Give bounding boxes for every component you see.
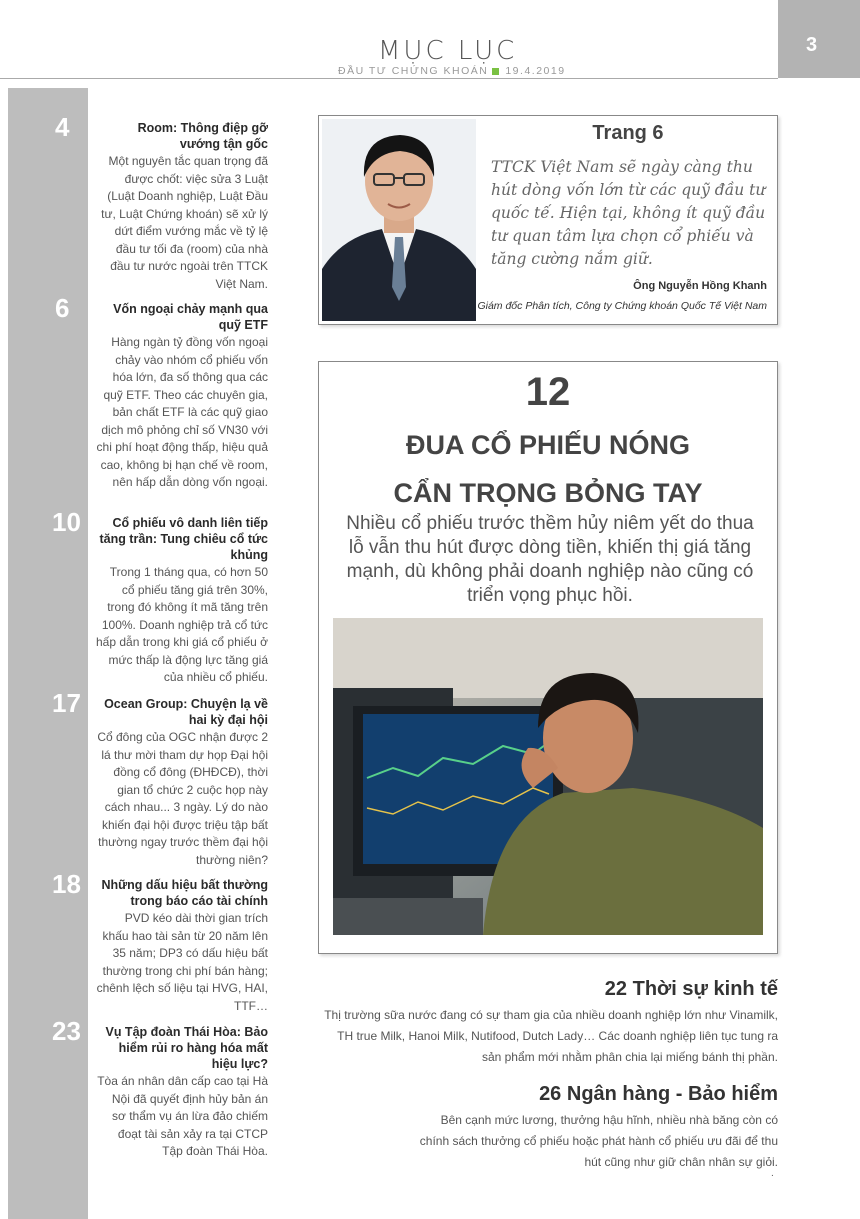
quote-author-role: Giám đốc Phân tích, Công ty Chứng khoán Quốc Tế Việt Nam bbox=[477, 300, 767, 312]
page-number: 3 bbox=[806, 34, 818, 56]
section-page-number: 26 bbox=[539, 1083, 562, 1105]
toc-page-number: 4 bbox=[55, 112, 70, 142]
toc-title[interactable]: Vốn ngoại chảy mạnh qua quỹ ETF bbox=[113, 302, 268, 332]
toc-title[interactable]: Ocean Group: Chuyện lạ về hai kỳ đại hội bbox=[104, 697, 268, 727]
toc-page-number: 18 bbox=[52, 869, 81, 899]
toc-entry[interactable] bbox=[0, 293, 268, 492]
toc-title[interactable]: Cổ phiếu vô danh liên tiếp tăng trần: Tung chiêu cổ tức khủng bbox=[99, 516, 268, 562]
header-divider bbox=[0, 78, 778, 79]
green-square-icon bbox=[492, 68, 499, 75]
page-title: MỤC LỤC bbox=[378, 36, 518, 66]
feature-headline-line-2[interactable]: CẨN TRỌNG BỎNG TAY bbox=[393, 478, 703, 508]
section-summary: Thị trường sữa nước đang có sự tham gia của nhiều doanh nghiệp lớn như Vinamilk, TH true Milk, Hanoi Milk, Nutifood, Dutch Lady… Các doanh nghiệp liên tục tung ra sản phẩm mới nhằm phân chia lại miếng bánh thị phần. bbox=[324, 1008, 778, 1064]
footer-dot: . bbox=[771, 1168, 774, 1179]
toc-page-number: 23 bbox=[52, 1016, 81, 1046]
toc-page-number: 10 bbox=[52, 507, 81, 537]
quote-title: Trang 6 bbox=[592, 122, 664, 144]
section-heading[interactable] bbox=[408, 1083, 778, 1106]
feature-headline-line-1[interactable]: ĐUA CỔ PHIẾU NÓNG bbox=[405, 430, 690, 460]
toc-page-number: 17 bbox=[52, 688, 81, 718]
issue-date: 19.4.2019 bbox=[505, 65, 566, 77]
toc-summary: PVD kéo dài thời gian trích khấu hao tài sản từ 20 năm lên 35 năm; DP3 có dấu hiệu bất thường trong chi phí bán hàng; chênh lệch số liệu tại HVG, HAI, TTF… bbox=[96, 911, 268, 1013]
toc-title[interactable]: Những dấu hiệu bất thường trong báo cáo tài chính bbox=[101, 878, 268, 908]
section-summary: Bên cạnh mức lương, thưởng hậu hĩnh, nhiều nhà băng còn có chính sách thưởng cổ phiếu hoặc phát hành cổ phiếu ưu đãi để thu hút cũng như giữ chân nhân sự giỏi. bbox=[419, 1113, 778, 1169]
section-heading[interactable] bbox=[318, 978, 778, 1001]
quote-text: TTCK Việt Nam sẽ ngày càng thu hút dòng vốn lớn từ các quỹ đầu tư quốc tế. Hiện tại, không ít quỹ đầu tư quan tâm lựa chọn cổ phiếu và tăng cường nắm giữ. bbox=[491, 158, 766, 268]
toc-title[interactable]: Room: Thông điệp gỡ vướng tận gốc bbox=[137, 121, 268, 151]
toc-summary: Cổ đông của OGC nhận được 2 lá thư mời tham dự họp Đại hội đồng cổ đông (ĐHĐCĐ), thời gian tổ chức 2 cuộc họp này cách nhau... 3 ngày. Lý do nào khiến đại hội được triệu tập bất thường ngay trước thềm đại hội thường niên? bbox=[97, 730, 268, 867]
toc-entry[interactable] bbox=[0, 688, 268, 869]
toc-entry[interactable] bbox=[0, 1016, 268, 1161]
magazine-subtitle bbox=[338, 65, 566, 77]
toc-summary: Tòa án nhân dân cấp cao tại Hà Nội đã quyết định hủy bản án sơ thẩm vụ án lừa đảo chiếm đoạt tài sản xảy ra tại CTCP Tập đoàn Thái Hòa. bbox=[97, 1074, 268, 1158]
feature-page-number: 12 bbox=[525, 370, 571, 414]
toc-title[interactable]: Vụ Tập đoàn Thái Hòa: Bảo hiểm rủi ro hàng hóa mất hiệu lực? bbox=[105, 1025, 268, 1071]
section-banking[interactable] bbox=[408, 1083, 778, 1173]
page-number-box bbox=[778, 0, 860, 78]
section-title: Ngân hàng - Bảo hiểm bbox=[566, 1083, 778, 1105]
section-title: Thời sự kinh tế bbox=[632, 978, 778, 1000]
toc-page-number: 6 bbox=[55, 293, 70, 323]
section-economy[interactable] bbox=[318, 978, 778, 1068]
portrait-photo bbox=[322, 119, 476, 321]
toc-summary: Một nguyên tắc quan trọng đã được chốt: việc sửa 3 Luật (Luật Doanh nghiệp, Luật Đầu tư, Luật Chứng khoán) sẽ xử lý dứt điểm vướng mắc về tỷ lệ đầu tư tối đa (room) của nhà đầu tư nước ngoài trên TTCK Việt Nam. bbox=[101, 154, 268, 291]
magazine-name: ĐẦU TƯ CHỨNG KHOÁN bbox=[338, 65, 489, 77]
feature-lead: Nhiều cổ phiếu trước thềm hủy niêm yết do thua lỗ vẫn thu hút được dòng tiền, khiến thị giá tăng mạnh, dù không phải doanh nghiệp nào cũng có triển vọng phục hồi. bbox=[346, 513, 754, 606]
section-page-number: 22 bbox=[604, 978, 628, 1000]
toc-entry[interactable] bbox=[0, 507, 268, 687]
toc-summary: Hàng ngàn tỷ đồng vốn ngoại chảy vào nhóm cổ phiếu vốn hóa lớn, đa số thông qua các quỹ ETF. Theo các chuyên gia, bản chất ETF là các quỹ giao dịch mô phỏng chỉ số VN30 với chi phí hoạt động thấp, hiệu quả cao, không bị hạn chế về room, nên hấp dẫn dòng vốn ngoại. bbox=[96, 335, 268, 489]
quote-author-name: Ông Nguyễn Hồng Khanh bbox=[633, 280, 767, 292]
feature-article-box[interactable] bbox=[318, 361, 778, 954]
quote-box bbox=[318, 115, 778, 325]
toc-entry[interactable] bbox=[0, 869, 268, 1015]
toc-entry[interactable] bbox=[0, 112, 268, 293]
toc-summary: Trong 1 tháng qua, có hơn 50 cổ phiếu tăng giá trên 30%, trong đó không ít mã tăng trên 100%. Doanh nghiệp trả cổ tức hấp dẫn trong khi giá cổ phiếu ở mức thấp là động lực tăng giá của nhiều cổ phiếu. bbox=[96, 565, 268, 684]
trader-photo bbox=[333, 618, 763, 935]
